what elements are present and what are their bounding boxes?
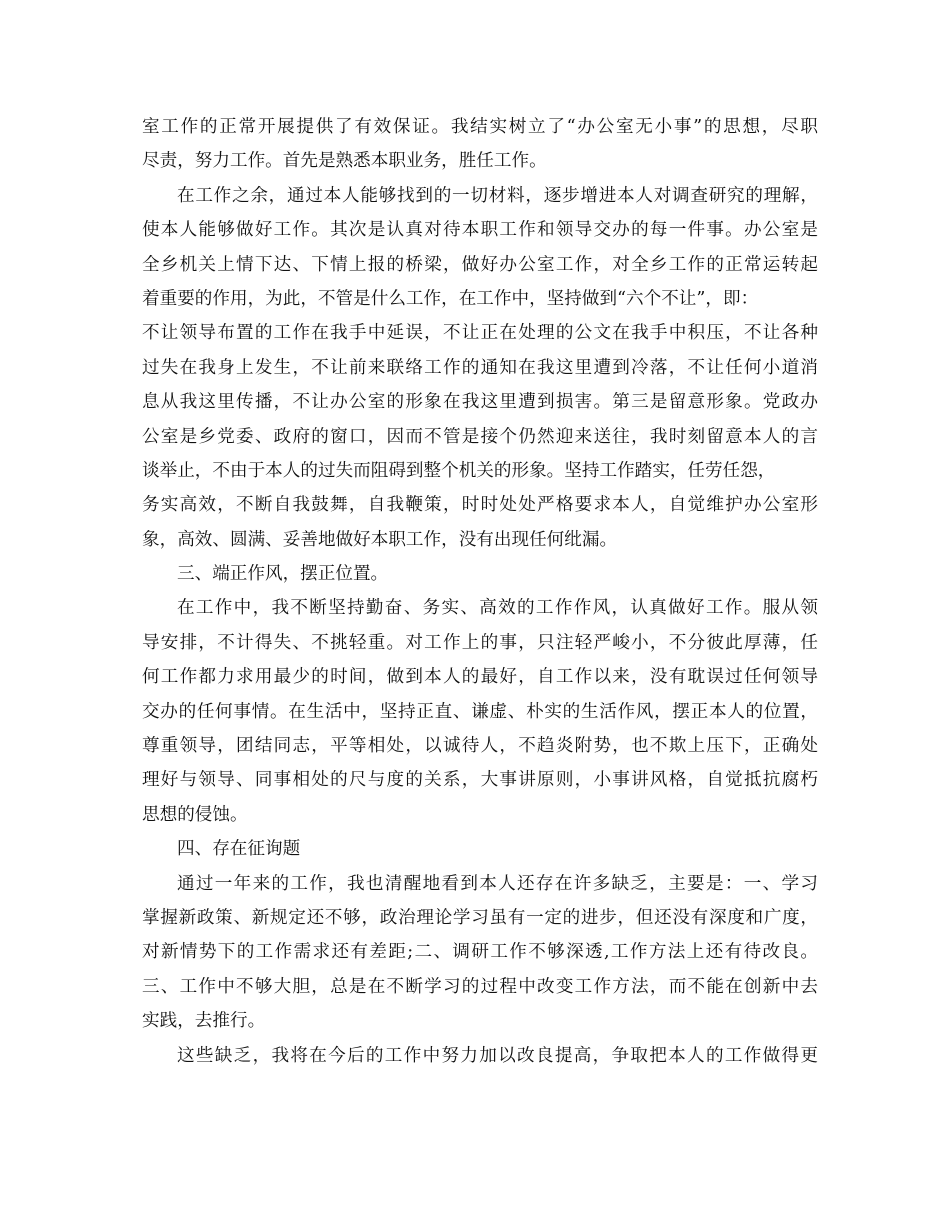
text-line: 谈举止，不由于本人的过失而阻碍到整个机关的形象。坚持工作踏实，任劳任怨， — [142, 460, 776, 481]
text-line: 理好与领导、同事相处的尺与度的关系，大事讲原则，小事讲风格，自觉抵抗腐朽 — [142, 770, 818, 791]
text-line: 三、端正作风，摆正位置。 — [177, 564, 389, 585]
text-line: 尽责，努力工作。首先是熟悉本职业务，胜任工作。 — [142, 151, 547, 172]
text-line: 公室是乡党委、政府的窗口，因而不管是接个仍然迎来送往，我时刻留意本人的言 — [142, 426, 818, 447]
text-line: 务实高效，不断自我鼓舞，自我鞭策，时时处处严格要求本人，自觉维护办公室形 — [142, 495, 818, 516]
text-line: 不让领导布置的工作在我手中延误，不让正在处理的公文在我手中积压，不让各种 — [142, 323, 818, 344]
text-line: 导安排，不计得失、不挑轻重。对工作上的事，只注轻严峻小，不分彼此厚薄，任 — [142, 632, 818, 653]
text-line: 四、存在征询题 — [177, 839, 301, 860]
text-line: 在工作之余，通过本人能够找到的一切材料，逐步增进本人对调查研究的理解， — [177, 185, 818, 206]
text-line: 思想的侵蚀。 — [142, 804, 248, 825]
text-line: 通过一年来的工作，我也清醒地看到本人还存在许多缺乏，主要是：一、学习 — [177, 873, 818, 894]
text-line: 象，高效、圆满、妥善地做好本职工作，没有出现任何纰漏。 — [142, 529, 618, 550]
document-body — [142, 110, 818, 1073]
text-line: 过失在我身上发生，不让前来联络工作的通知在我这里遭到冷落，不让任何小道消 — [142, 357, 818, 378]
text-line: 何工作都力求用最少的时间，做到本人的最好，自工作以来，没有耽误过任何领导 — [142, 667, 818, 688]
text-line: 这些缺乏，我将在今后的工作中努力加以改良提高，争取把本人的工作做得更 — [177, 1045, 818, 1066]
text-line: 实践，去推行。 — [142, 1011, 266, 1032]
text-line: 使本人能够做好工作。其次是认真对待本职工作和领导交办的每一件事。办公室是 — [142, 220, 818, 241]
text-line: 在工作中，我不断坚持勤奋、务实、高效的工作作风，认真做好工作。服从领 — [177, 598, 818, 619]
text-line: 室工作的正常开展提供了有效保证。我结实树立了“办公室无小事”的思想，尽职 — [142, 117, 818, 137]
text-line: 尊重领导，团结同志，平等相处，以诚待人，不趋炎附势，也不欺上压下，正确处 — [142, 736, 818, 757]
text-line: 着重要的作用，为此，不管是什么工作，在工作中，坚持做到“六个不让”，即： — [142, 288, 759, 309]
text-line: 息从我这里传播，不让办公室的形象在我这里遭到损害。第三是留意形象。党政办 — [142, 392, 818, 413]
text-line: 全乡机关上情下达、下情上报的桥梁，做好办公室工作，对全乡工作的正常运转起 — [142, 254, 818, 275]
text-line: 三、工作中不够大胆，总是在不断学习的过程中改变工作方法，而不能在创新中去 — [142, 976, 818, 997]
text-line: 对新情势下的工作需求还有差距;二、调研工作不够深透,工作方法上还有待改良。 — [142, 942, 818, 963]
text-line: 交办的任何事情。在生活中，坚持正直、谦虚、朴实的生活作风，摆正本人的位置， — [142, 701, 818, 722]
text-line: 掌握新政策、新规定还不够，政治理论学习虽有一定的进步，但还没有深度和广度， — [142, 907, 818, 928]
